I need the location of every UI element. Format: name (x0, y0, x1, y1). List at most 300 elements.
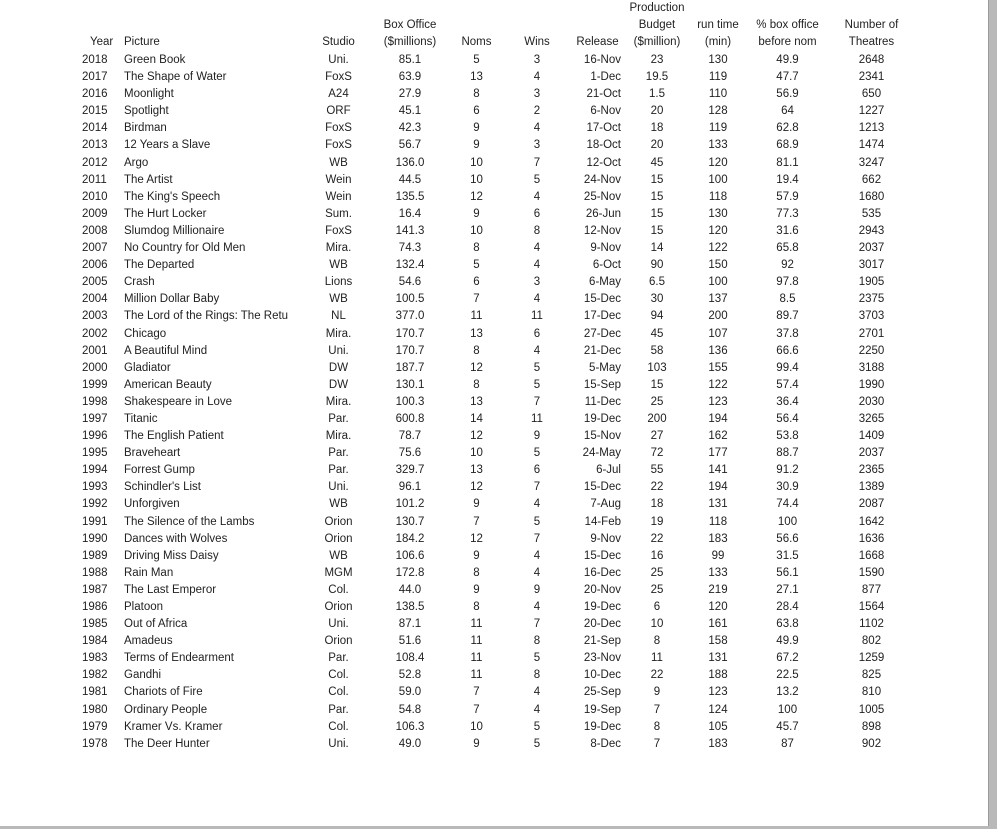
cell-pct-box: 36.4 (776, 395, 799, 408)
cell-noms: 5 (473, 54, 480, 66)
table-row (82, 206, 919, 223)
cell-picture: Green Book (124, 54, 186, 66)
cell-studio: Uni. (328, 481, 349, 494)
cell-studio: Par. (328, 652, 349, 665)
cell-picture: Kramer Vs. Kramer (124, 720, 223, 733)
cell-picture: The King's Speech (124, 190, 221, 203)
table-row (82, 616, 919, 633)
cell-pct-box: 31.5 (776, 549, 799, 562)
cell-wins: 6 (533, 207, 541, 220)
page-edge-right (988, 0, 997, 829)
cell-pct-box: 28.4 (776, 601, 799, 613)
cell-theatres: 1389 (858, 481, 885, 494)
cell-box-office: 44.0 (398, 583, 422, 596)
cell-run-time: 100 (708, 276, 728, 289)
table-row (82, 291, 919, 308)
cell-pct-box: 13.2 (776, 686, 799, 699)
column-header-text: Production (629, 2, 685, 14)
cell-picture: Crash (124, 276, 155, 289)
column-header-text: Budget (638, 19, 676, 31)
cell-run-time: 100 (708, 173, 728, 186)
cell-release: 15-Sep (583, 378, 621, 391)
cell-year: 2001 (82, 344, 108, 357)
cell-picture: Birdman (124, 122, 167, 135)
cell-release: 15-Nov (583, 430, 621, 443)
column-header-text: before nom (758, 36, 817, 48)
cell-noms: 9 (473, 139, 480, 152)
cell-noms: 7 (473, 686, 480, 699)
cell-budget: 45 (650, 327, 664, 340)
cell-noms: 9 (473, 737, 480, 750)
cell-studio: Orion (324, 601, 353, 613)
cell-theatres: 3703 (858, 310, 885, 323)
cell-box-office: 135.5 (395, 190, 425, 203)
cell-pct-box: 92 (781, 259, 794, 272)
cell-noms: 8 (473, 378, 480, 391)
column-header-picture (124, 0, 302, 52)
cell-pct-box: 56.6 (776, 532, 799, 545)
cell-wins: 5 (533, 361, 541, 374)
cell-picture: Chariots of Fire (124, 686, 203, 699)
cell-theatres: 2037 (858, 242, 885, 255)
cell-studio: WB (329, 293, 348, 306)
column-header-text: Theatres (848, 36, 895, 48)
cell-pct-box: 27.1 (776, 583, 799, 596)
cell-picture: The Shape of Water (124, 71, 227, 84)
cell-picture: Chicago (124, 327, 167, 340)
cell-box-office: 16.4 (398, 207, 422, 220)
table-row (82, 172, 919, 189)
cell-picture: No Country for Old Men (124, 242, 246, 255)
cell-run-time: 118 (708, 190, 728, 203)
column-header-text: Studio (322, 36, 355, 48)
cell-wins: 7 (533, 481, 541, 494)
cell-release: 26-Jun (585, 207, 621, 220)
cell-run-time: 120 (708, 601, 728, 613)
cell-budget: 20 (650, 139, 664, 152)
cell-pct-box: 99.4 (776, 361, 799, 374)
cell-year: 1983 (82, 652, 108, 665)
cell-year: 1999 (82, 378, 108, 391)
cell-studio: Mira. (325, 242, 352, 255)
cell-run-time: 131 (708, 498, 728, 511)
cell-pct-box: 49.9 (776, 635, 799, 648)
cell-noms: 10 (470, 224, 483, 237)
cell-picture: Dances with Wolves (124, 532, 228, 545)
cell-studio: Par. (328, 464, 349, 477)
cell-pct-box: 88.7 (776, 447, 799, 460)
cell-wins: 4 (533, 686, 541, 699)
cell-wins: 4 (533, 293, 541, 306)
cell-theatres: 1680 (858, 190, 885, 203)
cell-year: 2018 (82, 54, 108, 66)
cell-year: 2012 (82, 156, 108, 169)
cell-box-office: 101.2 (395, 498, 425, 511)
table-row (82, 633, 919, 650)
cell-theatres: 2943 (858, 224, 885, 237)
cell-run-time: 141 (708, 464, 728, 477)
cell-box-office: 377.0 (395, 310, 425, 323)
cell-release: 25-Nov (583, 190, 621, 203)
cell-year: 1994 (82, 464, 108, 477)
cell-noms: 8 (473, 242, 480, 255)
cell-run-time: 105 (708, 720, 728, 733)
cell-budget: 11 (651, 652, 663, 665)
cell-picture: The Artist (124, 173, 173, 186)
cell-budget: 19 (650, 515, 664, 528)
cell-run-time: 124 (708, 703, 728, 716)
cell-run-time: 119 (708, 71, 728, 84)
column-header-noms (445, 0, 508, 52)
cell-year: 1979 (82, 720, 108, 733)
cell-pct-box: 31.6 (776, 224, 799, 237)
cell-box-office: 56.7 (398, 139, 422, 152)
cell-noms: 12 (470, 190, 483, 203)
cell-budget: 25 (650, 566, 664, 579)
cell-budget: 55 (650, 464, 664, 477)
cell-wins: 7 (533, 532, 541, 545)
cell-wins: 6 (533, 464, 541, 477)
column-header-text: Year (90, 36, 114, 48)
cell-year: 1997 (82, 412, 108, 425)
cell-box-office: 54.8 (398, 703, 422, 716)
cell-box-office: 106.3 (395, 720, 425, 733)
cell-picture: The English Patient (124, 430, 224, 443)
cell-release: 6-Nov (590, 105, 621, 118)
cell-noms: 11 (470, 652, 483, 665)
cell-run-time: 200 (708, 310, 728, 323)
cell-release: 20-Dec (583, 618, 621, 631)
cell-theatres: 3017 (858, 259, 885, 272)
cell-year: 2015 (82, 105, 108, 118)
table-row (82, 684, 919, 701)
cell-budget: 15 (650, 224, 664, 237)
cell-studio: DW (328, 361, 349, 374)
cell-box-office: 600.8 (395, 412, 425, 425)
table-row (82, 411, 919, 428)
cell-run-time: 133 (708, 139, 728, 152)
table-row (82, 308, 919, 325)
cell-box-office: 85.1 (398, 54, 422, 66)
cell-noms: 14 (470, 412, 483, 425)
cell-release: 10-Dec (583, 669, 621, 682)
cell-studio: Col. (328, 686, 349, 699)
table-row (82, 599, 919, 616)
column-header-budget (629, 0, 685, 52)
table-row (82, 650, 919, 667)
cell-budget: 200 (647, 412, 667, 425)
cell-wins: 4 (533, 566, 541, 579)
cell-wins: 4 (533, 259, 541, 272)
cell-pct-box: 87 (781, 737, 794, 750)
cell-pct-box: 62.8 (776, 122, 799, 135)
cell-box-office: 100.5 (395, 293, 425, 306)
cell-wins: 8 (533, 224, 541, 237)
cell-release: 17-Oct (586, 122, 621, 135)
cell-budget: 15 (650, 378, 664, 391)
table-body (82, 52, 919, 753)
cell-release: 24-May (582, 447, 621, 460)
cell-run-time: 183 (708, 532, 728, 545)
cell-studio: Mira. (325, 395, 352, 408)
table-row (82, 189, 919, 206)
cell-year: 1978 (82, 737, 108, 750)
table-row (82, 445, 919, 462)
cell-wins: 5 (533, 447, 541, 460)
cell-year: 2017 (82, 71, 108, 84)
cell-pct-box: 19.4 (776, 173, 799, 186)
cell-release: 24-Nov (583, 173, 621, 186)
cell-noms: 10 (470, 720, 483, 733)
cell-box-office: 54.6 (398, 276, 422, 289)
column-header-release (566, 0, 629, 52)
cell-picture: The Last Emperor (124, 583, 217, 596)
cell-box-office: 52.8 (398, 669, 422, 682)
cell-release: 6-Oct (592, 259, 621, 272)
cell-release: 6-Jul (596, 464, 621, 477)
cell-pct-box: 56.1 (776, 566, 799, 579)
cell-release: 1-Dec (590, 71, 621, 84)
cell-run-time: 122 (708, 242, 728, 255)
cell-budget: 15 (650, 190, 664, 203)
cell-release: 5-May (589, 361, 621, 374)
cell-wins: 7 (533, 395, 541, 408)
cell-studio: Mira. (325, 430, 352, 443)
table-row (82, 719, 919, 736)
cell-budget: 16 (650, 549, 664, 562)
cell-studio: WB (329, 156, 348, 169)
cell-pct-box: 91.2 (776, 464, 799, 477)
cell-year: 1982 (82, 669, 108, 682)
cell-wins: 4 (533, 242, 541, 255)
cell-studio: WB (329, 259, 348, 272)
cell-picture: Driving Miss Daisy (124, 549, 219, 562)
cell-budget: 1.5 (649, 88, 665, 101)
cell-wins: 5 (533, 720, 541, 733)
cell-picture: Gandhi (124, 669, 162, 682)
cell-budget: 23 (650, 54, 664, 66)
cell-studio: NL (331, 310, 346, 323)
cell-pct-box: 30.9 (776, 481, 799, 494)
cell-release: 11-Dec (584, 395, 621, 408)
cell-year: 2007 (82, 242, 108, 255)
cell-year: 2016 (82, 88, 108, 101)
cell-release: 20-Nov (583, 583, 621, 596)
cell-pct-box: 77.3 (776, 207, 799, 220)
cell-box-office: 49.0 (398, 737, 422, 750)
cell-studio: A24 (328, 88, 349, 101)
cell-theatres: 1213 (858, 122, 885, 135)
cell-budget: 10 (650, 618, 664, 631)
cell-year: 2006 (82, 259, 108, 272)
cell-run-time: 183 (708, 737, 728, 750)
table-row (82, 565, 919, 582)
cell-run-time: 137 (708, 293, 728, 306)
cell-release: 17-Dec (583, 310, 621, 323)
cell-noms: 9 (473, 498, 480, 511)
cell-noms: 10 (470, 447, 483, 460)
cell-year: 2010 (82, 190, 108, 203)
cell-picture: Titanic (124, 412, 158, 425)
cell-noms: 10 (470, 173, 483, 186)
cell-pct-box: 100 (777, 703, 798, 716)
cell-wins: 4 (533, 344, 541, 357)
table-row (82, 137, 919, 154)
cell-budget: 103 (647, 361, 667, 374)
cell-studio: Uni. (328, 737, 349, 750)
cell-release: 9-Nov (590, 242, 621, 255)
cell-pct-box: 53.8 (776, 430, 799, 443)
cell-year: 2008 (82, 224, 108, 237)
cell-run-time: 194 (708, 481, 728, 494)
data-table (82, 0, 919, 753)
table-row (82, 496, 919, 513)
cell-noms: 8 (473, 344, 480, 357)
column-header-wins (508, 0, 566, 52)
cell-year: 2014 (82, 122, 108, 135)
cell-run-time: 131 (708, 652, 728, 665)
cell-wins: 9 (533, 430, 541, 443)
cell-box-office: 130.7 (395, 515, 425, 528)
cell-wins: 2 (533, 105, 541, 118)
cell-release: 19-Dec (583, 601, 621, 613)
cell-run-time: 128 (708, 105, 728, 118)
table-row (82, 394, 919, 411)
cell-theatres: 1590 (858, 566, 885, 579)
cell-wins: 11 (531, 310, 543, 323)
cell-budget: 7 (653, 703, 661, 716)
cell-run-time: 194 (708, 412, 728, 425)
cell-run-time: 123 (708, 395, 728, 408)
cell-budget: 72 (650, 447, 664, 460)
cell-wins: 5 (533, 378, 541, 391)
cell-theatres: 3188 (858, 361, 885, 374)
cell-run-time: 158 (708, 635, 728, 648)
cell-box-office: 130.1 (395, 378, 425, 391)
cell-box-office: 78.7 (398, 430, 422, 443)
cell-theatres: 1474 (858, 139, 885, 152)
cell-release: 12-Nov (583, 224, 621, 237)
cell-picture: Million Dollar Baby (124, 293, 220, 306)
cell-box-office: 44.5 (398, 173, 422, 186)
cell-theatres: 802 (861, 635, 882, 648)
cell-pct-box: 68.9 (776, 139, 799, 152)
cell-run-time: 123 (708, 686, 728, 699)
cell-theatres: 810 (861, 686, 882, 699)
cell-run-time: 118 (708, 515, 728, 528)
cell-studio: Col. (328, 669, 349, 682)
cell-picture: Amadeus (124, 635, 173, 648)
cell-pct-box: 64 (781, 105, 794, 118)
cell-run-time: 130 (708, 207, 728, 220)
cell-box-office: 51.6 (398, 635, 422, 648)
cell-pct-box: 81.1 (776, 156, 799, 169)
table-row (82, 103, 919, 120)
cell-run-time: 162 (708, 430, 728, 443)
cell-studio: Wein (325, 173, 352, 186)
cell-picture: Out of Africa (124, 618, 188, 631)
cell-studio: Lions (324, 276, 353, 289)
cell-box-office: 27.9 (398, 88, 422, 101)
table-row (82, 274, 919, 291)
cell-theatres: 1227 (858, 105, 885, 118)
cell-studio: Col. (328, 583, 349, 596)
cell-year: 1985 (82, 618, 108, 631)
cell-theatres: 2648 (858, 54, 885, 66)
cell-noms: 8 (473, 88, 480, 101)
cell-pct-box: 66.6 (776, 344, 799, 357)
cell-budget: 30 (650, 293, 664, 306)
cell-budget: 22 (650, 481, 664, 494)
table-row (82, 462, 919, 479)
cell-picture: A Beautiful Mind (124, 344, 208, 357)
cell-budget: 25 (650, 395, 664, 408)
table-row (82, 343, 919, 360)
cell-studio: Uni. (328, 618, 349, 631)
cell-year: 2004 (82, 293, 108, 306)
cell-picture: Gladiator (124, 361, 171, 374)
cell-box-office: 96.1 (398, 481, 422, 494)
cell-pct-box: 67.2 (776, 652, 799, 665)
cell-studio: FoxS (325, 139, 352, 152)
cell-noms: 13 (470, 71, 483, 84)
cell-noms: 8 (473, 566, 480, 579)
cell-box-office: 45.1 (398, 105, 422, 118)
cell-theatres: 898 (861, 720, 882, 733)
cell-release: 21-Oct (586, 88, 621, 101)
cell-theatres: 1259 (858, 652, 885, 665)
cell-theatres: 2030 (858, 395, 885, 408)
cell-theatres: 1409 (858, 430, 885, 443)
cell-studio: Col. (328, 720, 349, 733)
cell-theatres: 1102 (859, 618, 884, 631)
cell-picture: Unforgiven (124, 498, 180, 511)
cell-picture: Forrest Gump (124, 464, 195, 477)
column-header-box-office (375, 0, 445, 52)
cell-box-office: 63.9 (398, 71, 422, 84)
cell-theatres: 1990 (858, 378, 885, 391)
cell-picture: Ordinary People (124, 703, 208, 716)
cell-theatres: 2087 (858, 498, 885, 511)
cell-release: 12-Oct (586, 156, 621, 169)
column-header-run-time (685, 0, 751, 52)
cell-theatres: 2701 (858, 327, 885, 340)
cell-release: 15-Dec (583, 481, 621, 494)
cell-year: 1995 (82, 447, 108, 460)
cell-theatres: 902 (861, 737, 882, 750)
cell-picture: Platoon (124, 601, 164, 613)
table-row (82, 531, 919, 548)
cell-budget: 9 (653, 686, 661, 699)
cell-release: 9-Nov (590, 532, 621, 545)
table-row (82, 120, 919, 137)
cell-noms: 13 (470, 327, 483, 340)
cell-theatres: 825 (861, 669, 882, 682)
cell-release: 16-Dec (583, 566, 621, 579)
cell-year: 2009 (82, 207, 108, 220)
cell-theatres: 2037 (858, 447, 885, 460)
cell-year: 1987 (82, 583, 108, 596)
cell-release: 23-Nov (583, 652, 621, 665)
cell-noms: 12 (470, 430, 483, 443)
cell-studio: Orion (324, 532, 353, 545)
cell-year: 2000 (82, 361, 108, 374)
table-row (82, 667, 919, 684)
cell-box-office: 170.7 (395, 327, 425, 340)
cell-box-office: 75.6 (398, 447, 422, 460)
cell-budget: 8 (653, 720, 661, 733)
cell-year: 2002 (82, 327, 108, 340)
